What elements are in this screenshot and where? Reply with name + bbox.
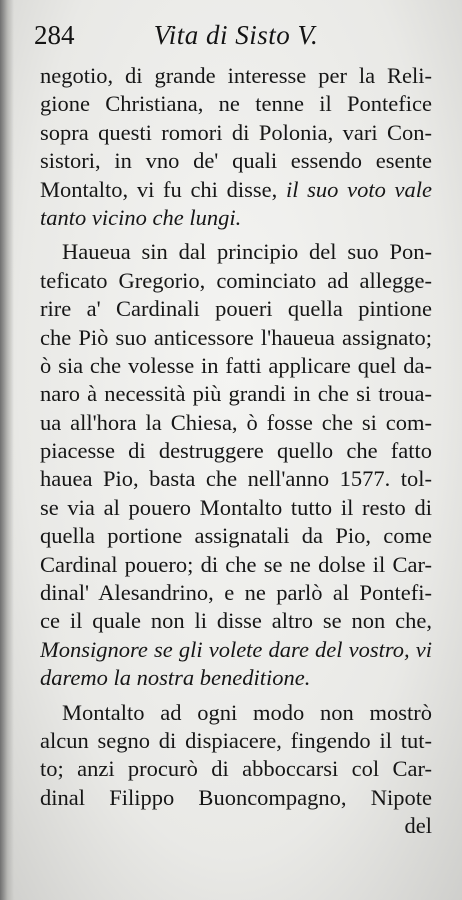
italic-quote: Monsignore se gli volete dare del vostro, vi [40, 636, 432, 662]
text-line [40, 636, 432, 664]
italic-quote: il suo voto vale [285, 176, 432, 202]
italic-quote: tanto vicino che lungi. [40, 204, 242, 230]
text-line: sopra questi romori di Polonia, vari Con- [40, 119, 432, 145]
text-line: piacesse di destruggere quello che fatto [40, 438, 432, 464]
text-line: ò sia che volesse in fatti applicare quel da- [40, 352, 432, 378]
text-line: Cardinal pouero; di che se ne dolse il Car- [40, 551, 432, 577]
text-line: hauea Pio, basta che nell'anno 1577. tol- [40, 466, 432, 492]
text-line: teficato Gregorio, cominciato ad allegge- [40, 267, 432, 293]
text-line: ua all'hora la Chiesa, ò fosse che si com- [40, 409, 432, 435]
text-line: Haueua sin dal principio del suo Pon- [62, 239, 432, 265]
text-line: Montalto, vi fu chi disse, il suo voto vale [40, 176, 432, 202]
body-text [40, 62, 432, 841]
text-line: sistori, in vno de' quali essendo esente [40, 148, 432, 174]
page-gutter-shadow [0, 0, 14, 900]
text-line: negotio, di grande interesse per la Reli- [40, 63, 432, 88]
text-line: se via al pouero Montalto tutto il resto di [40, 494, 432, 520]
text-line: alcun segno di dispiacere, fingendo il tut- [40, 727, 432, 753]
italic-quote: daremo la nostra beneditione. [40, 665, 311, 691]
text-line: ce il quale non li disse altro se non che, [40, 608, 432, 634]
text-line: rire a' Cardinali poueri quella pintione [40, 296, 432, 322]
page-header [34, 20, 438, 56]
catchword: del [404, 813, 432, 839]
text-line: dinal Filippo Buoncompagno, Nipote [40, 784, 432, 810]
text-line: naro à necessità più grandi in che si troua- [40, 381, 432, 407]
text-line: gione Christiana, ne tenne il Pontefice [40, 91, 432, 117]
running-title: Vita di Sisto V. [153, 20, 319, 50]
text-line: che Piò suo anticessore l'haueua assignato; [40, 324, 432, 350]
text-line: Montalto ad ogni modo non mostrò [62, 699, 432, 725]
text-line [40, 204, 432, 232]
text-line: dinal' Alesandrino, e ne parlò al Pontefi- [40, 580, 432, 606]
text-line: quella portione assignatali da Pio, come [40, 523, 432, 549]
text-line: to; anzi procurò di abboccarsi col Car- [40, 756, 432, 782]
page-number: 284 [34, 20, 75, 50]
text-line [40, 664, 432, 692]
